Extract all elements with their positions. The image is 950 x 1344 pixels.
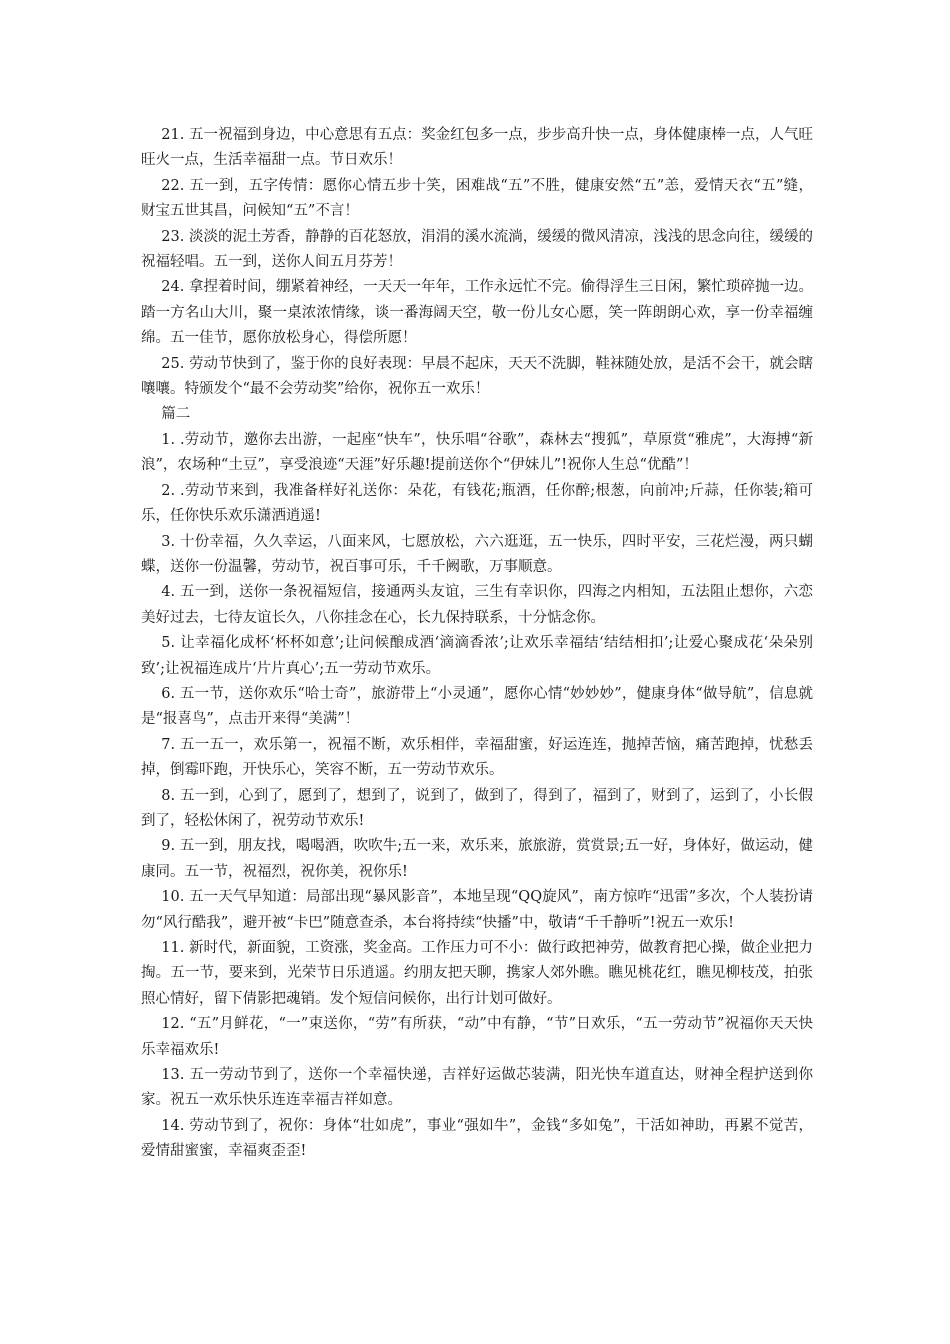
paragraph-22: 22. 五一到，五字传情：愿你心情五步十笑，困难战“五”不胜，健康安然“五”恙，爱情天衣“五”缝，财宝五世其昌，问候知“五”不言！ [141, 177, 813, 220]
paragraph-10: 10. 五一天气早知道：局部出现“暴风影音”，本地呈现“QQ旋风”，南方惊咋“迅雷”多次，个人装扮请勿“风行酷我”，避开被“卡巴”随意查杀，本台将持续“快播”中，敬请“千千静听”!祝五一欢乐! [141, 889, 813, 931]
section-heading: 篇二 [161, 406, 191, 423]
paragraph-2: 2. .劳动节来到，我准备样好礼送你：朵花，有钱花;瓶酒，任你醉;根葱，向前冲;斤蒜，任你装;箱可乐，任你快乐欢乐潇洒逍遥! [141, 482, 813, 525]
paragraph-24: 24. 拿捏着时间，绷紧着神经，一天天一年年，工作永远忙不完。偷得浮生三日闲，繁忙琐碎抛一边。踏一方名山大川，聚一桌浓浓情缘，谈一番海阔天空，敬一份儿女心愿，笑一阵朗朗心欢，享一份幸福缠绵。五一佳节，愿你放松身心，得偿所愿！ [141, 279, 813, 347]
paragraph-11: 11. 新时代，新面貌，工资涨，奖金高。工作压力可不小：做行政把神劳，做教育把心操，做企业把力掏。五一节，要来到，光荣节日乐逍遥。约朋友把天聊，携家人郊外瞧。瞧见桃花红，瞧见柳枝茂，拍张照心情好，留下倩影把魂销。发个短信问候你，出行计划可做好。 [141, 940, 813, 1007]
paragraph-3: 3. 十份幸福，久久幸运，八面来风，七愿放松，六六逛逛，五一快乐，四时平安，三花烂漫，两只蝴蝶，送你一份温馨，劳动节，祝百事可乐，千千阙歌，万事顺意。 [141, 533, 813, 575]
paragraph-9: 9. 五一到，朋友找，喝喝酒，吹吹牛;五一来，欢乐来，旅旅游，赏赏景;五一好，身体好，做运动，健康同。五一节，祝福烈，祝你美，祝你乐! [141, 838, 814, 880]
document-body [141, 123, 813, 1165]
paragraph-7: 7. 五一五一，欢乐第一，祝福不断，欢乐相伴，幸福甜蜜，好运连连，抛掉苦恼，痛苦跑掉，忧愁丢掉，倒霉吓跑，开快乐心，笑容不断，五一劳动节欢乐。 [141, 736, 813, 779]
paragraph-23: 23. 淡淡的泥土芳香，静静的百花怒放，涓涓的溪水流淌，缓缓的微风清凉，浅浅的思念向往，缓缓的祝福轻唱。五一到，送你人间五月芬芳！ [141, 228, 813, 271]
paragraph-8: 8. 五一到，心到了，愿到了，想到了，说到了，做到了，得到了，福到了，财到了，运到了，小长假到了，轻松休闲了，祝劳动节欢乐! [141, 787, 813, 829]
paragraph-21: 21. 五一祝福到身边，中心意思有五点：奖金红包多一点，步步高升快一点，身体健康棒一点，人气旺旺火一点，生活幸福甜一点。节日欢乐！ [141, 127, 813, 169]
paragraph-1: 1. .劳动节，邀你去出游，一起座“快车”，快乐唱“谷歌”，森林去“搜狐”，草原赏“雅虎”，大海搏“新浪”，农场种“土豆”，享受浪迹“天涯”好乐趣!提前送你个“伊妹儿”!祝你人生总“优酷”！ [141, 431, 813, 474]
paragraph-4: 4. 五一到，送你一条祝福短信，接通两头友谊，三生有幸识你，四海之内相知，五法阻止想你，六恋美好过去，七待友谊长久，八你挂念在心，长九保持联系，十分惦念你。 [141, 584, 813, 626]
paragraph-6: 6. 五一节，送你欢乐“哈士奇”，旅游带上“小灵通”，愿你心情“妙妙妙”，健康身体“做导航”，信息就是“报喜鸟”，点击开来得“美满”！ [141, 685, 813, 728]
paragraph-13: 13. 五一劳动节到了，送你一个幸福快递，吉祥好运做芯装满，阳光快车道直达，财神全程护送到你家。祝五一欢乐快乐连连幸福吉祥如意。 [141, 1067, 813, 1109]
paragraph-5: 5. 让幸福化成杯‘杯杯如意’;让问候酿成酒‘滴滴香浓’;让欢乐幸福结‘结结相扣’;让爱心聚成花‘朵朵别致’;让祝福连成片‘片片真心’;五一劳动节欢乐。 [141, 635, 813, 677]
paragraph-25: 25. 劳动节快到了，鉴于你的良好表现：早晨不起床，天天不洗脚，鞋袜随处放，是活不会干，就会瞎嚷嚷。特颁发个“最不会劳动奖”给你，祝你五一欢乐！ [141, 355, 813, 398]
paragraph-14: 14. 劳动节到了，祝你：身体“壮如虎”，事业“强如牛”，金钱“多如兔”，干活如神助，再累不觉苦，爱情甜蜜蜜，幸福爽歪歪! [141, 1117, 813, 1160]
paragraph-12: 12. “五”月鲜花，“一”束送你，“劳”有所获，“动”中有静，“节”日欢乐，“五一劳动节”祝福你天天快乐幸福欢乐! [141, 1016, 813, 1058]
